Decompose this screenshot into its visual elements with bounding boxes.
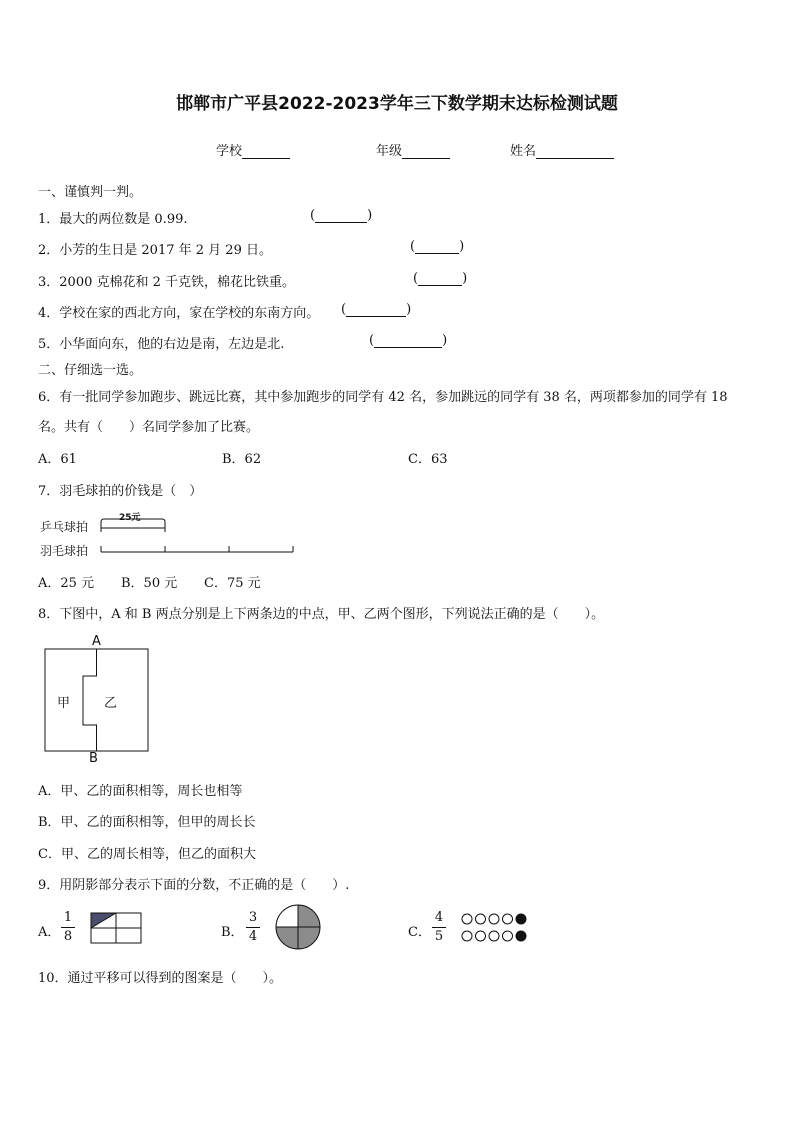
q9-dot-row1-5 (516, 914, 526, 924)
school-label: 学校 (216, 144, 243, 159)
q8-option-c[interactable]: C．甲、乙的周长相等，但乙的面积大 (38, 847, 256, 862)
q9-option-c-letter[interactable]: C． (408, 925, 431, 940)
numerator: 1 (63, 910, 73, 925)
section-judge-heading: 一、谨慎判一判。 (38, 185, 143, 200)
q8-option-a[interactable]: A．甲、乙的面积相等，周长也相等 (38, 784, 243, 799)
page-title: 邯郸市广平县2022-2023学年三下数学期末达标检测试题 (176, 94, 618, 114)
item-number: 3． (38, 275, 60, 290)
numerator: 3 (248, 910, 258, 925)
numerator: 4 (434, 910, 444, 925)
denominator: 4 (248, 929, 258, 944)
item-number: 5． (38, 337, 60, 352)
item-text: 学校在家的西北方向，家在学校的东南方向。 (59, 306, 320, 321)
answer-paren-2[interactable]: ( ) (410, 239, 465, 254)
answer-paren-4[interactable]: ( ) (341, 302, 412, 317)
q9-dot-row1-2 (476, 914, 486, 924)
q9-dot-row1-4 (503, 914, 513, 924)
answer-paren-1[interactable]: ( ) (310, 208, 373, 223)
q6-line1: 6．有一批同学参加跑步、跳远比赛，其中参加跑步的同学有 42 名，参加跳远的同学有 38 名，两项都参加的同学有 18 (38, 390, 728, 405)
item-text: 最大的两位数是 0.99. (59, 212, 188, 227)
q6-option-c[interactable]: C．63 (408, 452, 448, 467)
q9-dot-row2-4 (503, 931, 513, 941)
q7-row2-label: 羽毛球拍 (40, 544, 89, 558)
q6-option-b[interactable]: B．62 (222, 452, 262, 467)
q9-dot-row2-1 (462, 931, 472, 941)
q8-right-label: 乙 (104, 696, 118, 711)
q8-left-label: 甲 (57, 696, 71, 711)
name-label: 姓名 (510, 144, 537, 159)
q9-dot-row1-3 (489, 914, 499, 924)
item-number: 2． (38, 243, 60, 258)
answer-paren-3[interactable]: ( ) (413, 271, 468, 286)
q9-option-b-letter[interactable]: B． (221, 925, 244, 940)
q9-dot-row2-2 (476, 931, 486, 941)
item-number: 1． (38, 212, 60, 227)
denominator: 5 (434, 929, 444, 944)
item-number: 4． (38, 306, 60, 321)
q8-point-b: B (89, 751, 98, 766)
q7-row1-label: 乒乓球拍 (40, 520, 89, 534)
q9-dot-row2-5 (516, 931, 526, 941)
q9-dot-row2-3 (489, 931, 499, 941)
q9-question: 9．用阴影部分表示下面的分数，不正确的是（ ）. (38, 878, 350, 893)
item-text: 小华面向东，他的右边是南，左边是北. (59, 337, 285, 352)
denominator: 8 (63, 929, 73, 944)
q8-question: 8．下图中，A 和 B 两点分别是上下两条边的中点，甲、乙两个图形，下列说法正确的是（ ）。 (38, 607, 605, 622)
q9-dot-row1-1 (462, 914, 472, 924)
q7-option-c[interactable]: C．75 元 (204, 576, 261, 591)
item-text: 小芳的生日是 2017 年 2 月 29 日。 (59, 243, 272, 258)
q8-option-b[interactable]: B．甲、乙的面积相等，但甲的周长长 (38, 815, 256, 830)
item-text: 2000 克棉花和 2 千克铁，棉花比铁重。 (59, 275, 296, 290)
answer-paren-5[interactable]: ( ) (369, 333, 448, 348)
q8-point-a: A (92, 634, 101, 649)
q7-option-b[interactable]: B．50 元 (121, 576, 178, 591)
q7-bracket-value: 25元 (119, 513, 141, 523)
section-choose-heading: 二、仔细选一选。 (38, 363, 143, 378)
q6-line2: 名。共有（ ）名同学参加了比赛。 (38, 420, 260, 435)
q7-question: 7．羽毛球拍的价钱是（ ） (38, 484, 203, 499)
grade-label: 年级 (376, 144, 403, 159)
q6-option-a[interactable]: A．61 (38, 452, 77, 467)
q9-option-a-letter[interactable]: A． (38, 925, 61, 940)
q10-question: 10．通过平移可以得到的图案是（ ）。 (38, 971, 283, 986)
q7-option-a[interactable]: A．25 元 (38, 576, 95, 591)
